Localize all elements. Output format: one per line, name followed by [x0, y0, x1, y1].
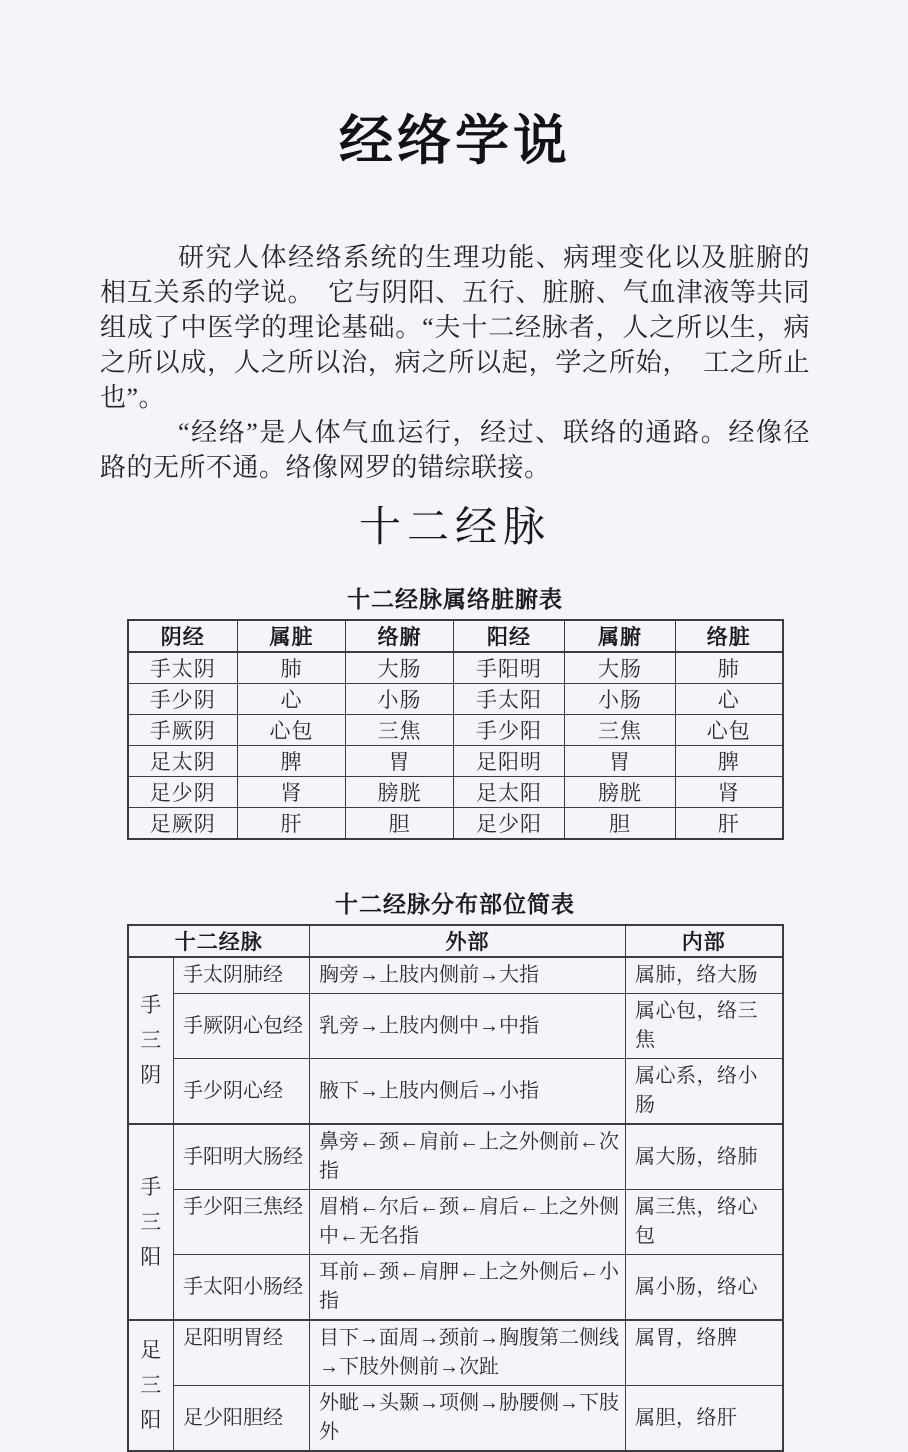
- meridian-name-cell: 手少阳三焦经: [174, 1190, 310, 1255]
- table-cell: 手少阴: [128, 684, 238, 715]
- external-path-cell: 胸旁→上肢内侧前→大指: [310, 957, 626, 994]
- meridian-name-cell: 足阳明胃经: [174, 1320, 310, 1386]
- table-row: [128, 808, 783, 840]
- external-path-cell: 目下→面周→颈前→胸腹第二侧线→下肢外侧前→次趾: [310, 1320, 626, 1386]
- column-header-external: 外部: [310, 925, 626, 957]
- table-cell: 大肠: [346, 652, 454, 684]
- internal-relation-cell: 属胃，络脾: [626, 1320, 783, 1386]
- table-cell: 小肠: [346, 684, 454, 715]
- table-cell: 足少阳: [454, 808, 565, 840]
- table-cell: 小肠: [565, 684, 676, 715]
- internal-relation-cell: 属胆，络肝: [626, 1386, 783, 1452]
- zangfu-table-caption: 十二经脉属络脏腑表: [347, 587, 563, 612]
- table-cell: 脾: [238, 746, 346, 777]
- document-content: [100, 98, 810, 1452]
- section-title: 十二经脉: [358, 505, 551, 551]
- table-cell: 肾: [676, 777, 783, 808]
- meridian-name-cell: 手太阳小肠经: [174, 1255, 310, 1321]
- table-cell: 足少阴: [128, 777, 238, 808]
- table-row: [128, 746, 783, 777]
- table-cell: 手厥阴: [128, 715, 238, 746]
- table-cell: 胆: [565, 808, 676, 840]
- column-header-connects-zang: 络脏: [676, 620, 783, 652]
- distribution-header-row: [128, 925, 783, 957]
- intro-paragraph-1: 研究人体经络系统的生理功能、病理变化以及脏腑的相互关系的学说。 它与阴阳、五行、脏腑、气血津液等共同组成了中医学的理论基础。“夫十二经脉者，人之所以生，病之所以成，人之所以治，病之所以起，学之所始， 工之所止也”。: [100, 243, 810, 412]
- meridian-name-cell: 手厥阴心包经: [174, 994, 310, 1059]
- table-row: [128, 1386, 783, 1452]
- group-label-hand-three-yang: 手三阳: [128, 1124, 174, 1320]
- meridian-name-cell: 手少阴心经: [174, 1059, 310, 1125]
- external-path-cell: 乳旁→上肢内侧中→中指: [310, 994, 626, 1059]
- document-page: [0, 98, 908, 1443]
- table-row: [128, 957, 783, 994]
- table-cell: 心包: [238, 715, 346, 746]
- internal-relation-cell: 属肺，络大肠: [626, 957, 783, 994]
- column-header-twelve-meridians: 十二经脉: [128, 925, 310, 957]
- table-row: [128, 1059, 783, 1125]
- column-header-pertains-fu: 属腑: [565, 620, 676, 652]
- table-cell: 胆: [346, 808, 454, 840]
- page-title: 经络学说: [339, 111, 571, 171]
- table-cell: 胃: [346, 746, 454, 777]
- table-cell: 肺: [676, 652, 783, 684]
- internal-relation-cell: 属小肠，络心: [626, 1255, 783, 1321]
- external-path-cell: 鼻旁←颈←肩前←上之外侧前←次指: [310, 1124, 626, 1190]
- table-cell: 心: [238, 684, 346, 715]
- table-cell: 肺: [238, 652, 346, 684]
- meridian-name-cell: 足少阳胆经: [174, 1386, 310, 1452]
- table-cell: 心: [676, 684, 783, 715]
- group-label-hand-three-yin: 手三阴: [128, 957, 174, 1124]
- table-cell: 足阳明: [454, 746, 565, 777]
- external-path-cell: 耳前←颈←肩胛←上之外侧后←小指: [310, 1255, 626, 1321]
- external-path-cell: 眉梢←尔后←颈←肩后←上之外侧中←无名指: [310, 1190, 626, 1255]
- table-cell: 膀胱: [565, 777, 676, 808]
- meridian-name-cell: 手太阴肺经: [174, 957, 310, 994]
- meridian-name-cell: 手阳明大肠经: [174, 1124, 310, 1190]
- table-cell: 肾: [238, 777, 346, 808]
- table-cell: 足太阳: [454, 777, 565, 808]
- column-header-connects-fu: 络腑: [346, 620, 454, 652]
- table-cell: 手少阳: [454, 715, 565, 746]
- column-header-yang-meridian: 阳经: [454, 620, 565, 652]
- column-header-internal: 内部: [626, 925, 783, 957]
- table-cell: 心包: [676, 715, 783, 746]
- table-row: [128, 1255, 783, 1321]
- table-row: [128, 994, 783, 1059]
- zangfu-table: [127, 619, 784, 840]
- table-cell: 三焦: [346, 715, 454, 746]
- internal-relation-cell: 属心包，络三焦: [626, 994, 783, 1059]
- table-row: [128, 715, 783, 746]
- table-cell: 三焦: [565, 715, 676, 746]
- column-header-pertains-zang: 属脏: [238, 620, 346, 652]
- distribution-table: [127, 924, 784, 1452]
- table-row: [128, 1190, 783, 1255]
- internal-relation-cell: 属心系，络小肠: [626, 1059, 783, 1125]
- distribution-table-caption: 十二经脉分布部位简表: [335, 892, 575, 917]
- external-path-cell: 外眦→头颞→项侧→胁腰侧→下肢外: [310, 1386, 626, 1452]
- table-cell: 足厥阴: [128, 808, 238, 840]
- table-row: [128, 1320, 783, 1386]
- table-cell: 肝: [238, 808, 346, 840]
- table-cell: 手太阴: [128, 652, 238, 684]
- table-cell: 足太阴: [128, 746, 238, 777]
- table-cell: 肝: [676, 808, 783, 840]
- table-row: [128, 684, 783, 715]
- table-row: [128, 652, 783, 684]
- internal-relation-cell: 属大肠，络肺: [626, 1124, 783, 1190]
- zangfu-header-row: [128, 620, 783, 652]
- column-header-yin-meridian: 阴经: [128, 620, 238, 652]
- table-row: [128, 777, 783, 808]
- table-cell: 胃: [565, 746, 676, 777]
- intro-section: [100, 240, 810, 485]
- table-cell: 脾: [676, 746, 783, 777]
- table-cell: 膀胱: [346, 777, 454, 808]
- table-cell: 手太阳: [454, 684, 565, 715]
- table-cell: 手阳明: [454, 652, 565, 684]
- table-cell: 大肠: [565, 652, 676, 684]
- table-row: [128, 1124, 783, 1190]
- intro-paragraph-2: “经络”是人体气血运行，经过、联络的通路。经像径路的无所不通。络像网罗的错综联接。: [100, 418, 810, 482]
- internal-relation-cell: 属三焦，络心包: [626, 1190, 783, 1255]
- external-path-cell: 腋下→上肢内侧后→小指: [310, 1059, 626, 1125]
- group-label-foot-three-yang: 足三阳: [128, 1320, 174, 1451]
